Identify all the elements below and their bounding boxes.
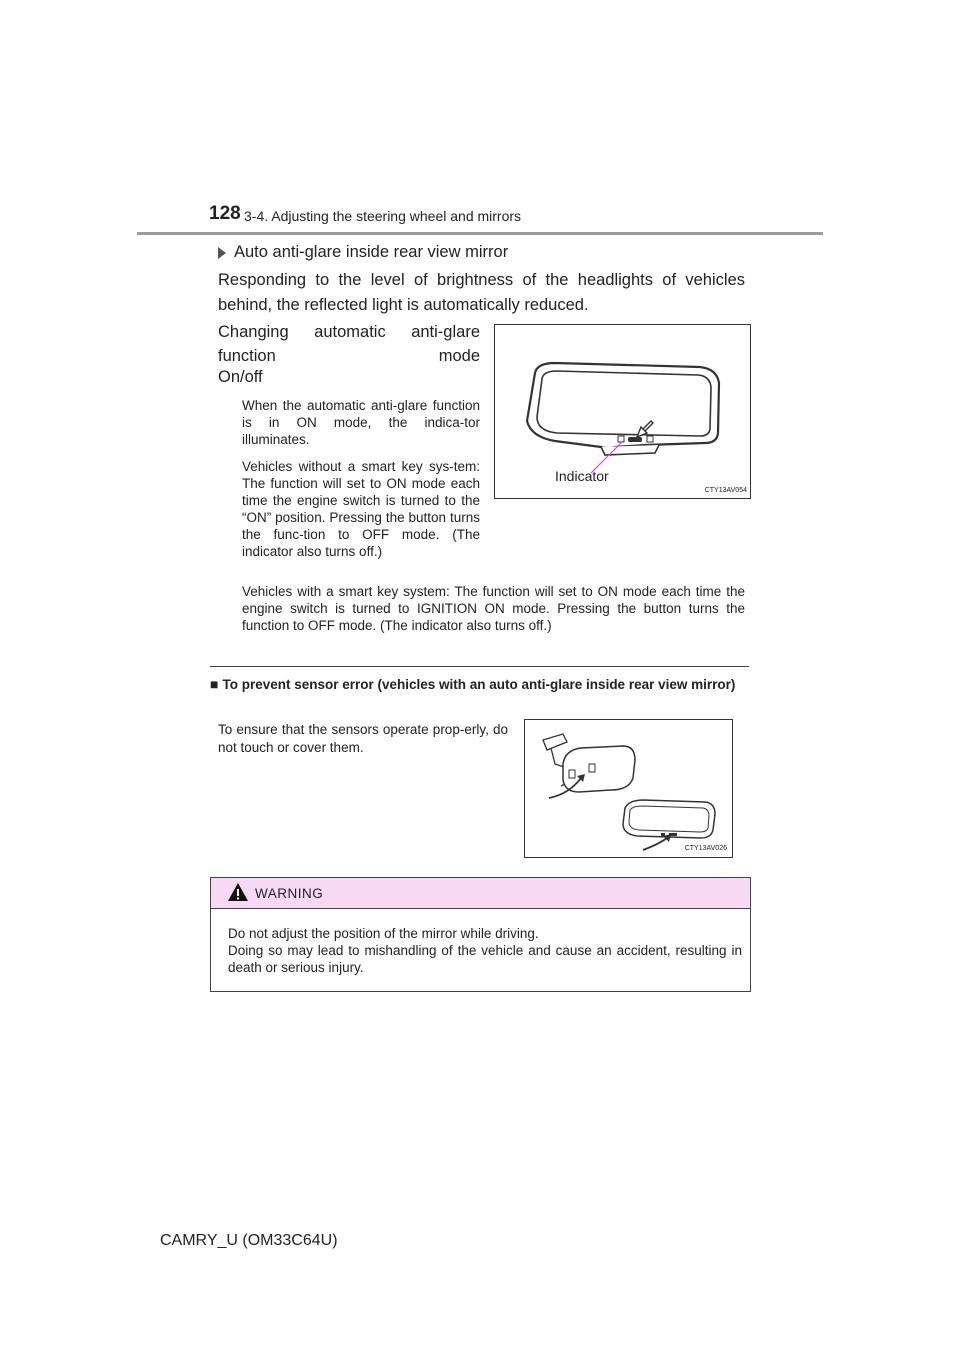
lead-paragraph: Responding to the level of brightness of the headlights of vehicles behind, the reflected light is automatically reduced. — [218, 271, 745, 314]
mirror-sensors-icon — [525, 720, 732, 857]
section-rule — [210, 666, 749, 667]
paragraph-no-smart-key: Vehicles without a smart key sys-tem: The function will set to ON mode each time the engine switch is turned to the “ON” position. Pressing the button turns the func-tion to OFF mode. (The indicator also turns off.) — [242, 459, 480, 559]
page-number: 128 — [209, 203, 241, 224]
warning-line-2: Doing so may lead to mishandling of the vehicle and cause an accident, resulting in death or serious injury. — [228, 943, 742, 975]
topic-heading-text: Auto anti-glare inside rear view mirror — [234, 243, 509, 261]
mirror-figure — [494, 324, 751, 499]
paragraph-indicator: When the automatic anti-glare function is in ON mode, the indica-tor illuminates. — [242, 398, 480, 447]
header-rule — [137, 232, 823, 235]
indicator-label: Indicator — [555, 468, 609, 484]
footer-model: CAMRY_U (OM33C64U) — [160, 1232, 338, 1249]
sensor-note-heading — [210, 676, 750, 693]
triangle-bullet-icon — [218, 247, 226, 259]
square-bullet-icon: ■ — [210, 676, 219, 692]
warning-line-1: Do not adjust the position of the mirror while driving. — [228, 926, 539, 941]
sensor-figure — [524, 719, 733, 858]
warning-title: WARNING — [255, 886, 324, 901]
section-title: 3-4. Adjusting the steering wheel and mirrors — [244, 208, 522, 224]
sensor-note-heading-text: To prevent sensor error (vehicles with an auto anti-glare inside rear view mirror) — [222, 677, 736, 692]
warning-triangle-icon — [227, 882, 249, 902]
paragraph-smart-key: Vehicles with a smart key system: The function will set to ON mode each time the engine switch is turned to IGNITION ON mode. Pressing the button turns the function to OFF mode. (The indicator also turns off.) — [242, 584, 745, 633]
topic-heading — [218, 243, 508, 262]
rear-view-mirror-icon — [495, 325, 750, 498]
warning-body — [228, 925, 742, 976]
figure-1-code: CTY13AV054 — [704, 487, 747, 494]
figure-2-code: CTY13AV026 — [684, 845, 727, 852]
warning-header — [211, 878, 750, 909]
sub-heading-onoff: On/off — [218, 368, 263, 386]
sub-heading-mode: Changing automatic anti-glare function mode — [218, 323, 480, 365]
warning-box — [210, 877, 751, 992]
sensor-note-text: To ensure that the sensors operate prop-erly, do not touch or cover them. — [218, 722, 508, 755]
